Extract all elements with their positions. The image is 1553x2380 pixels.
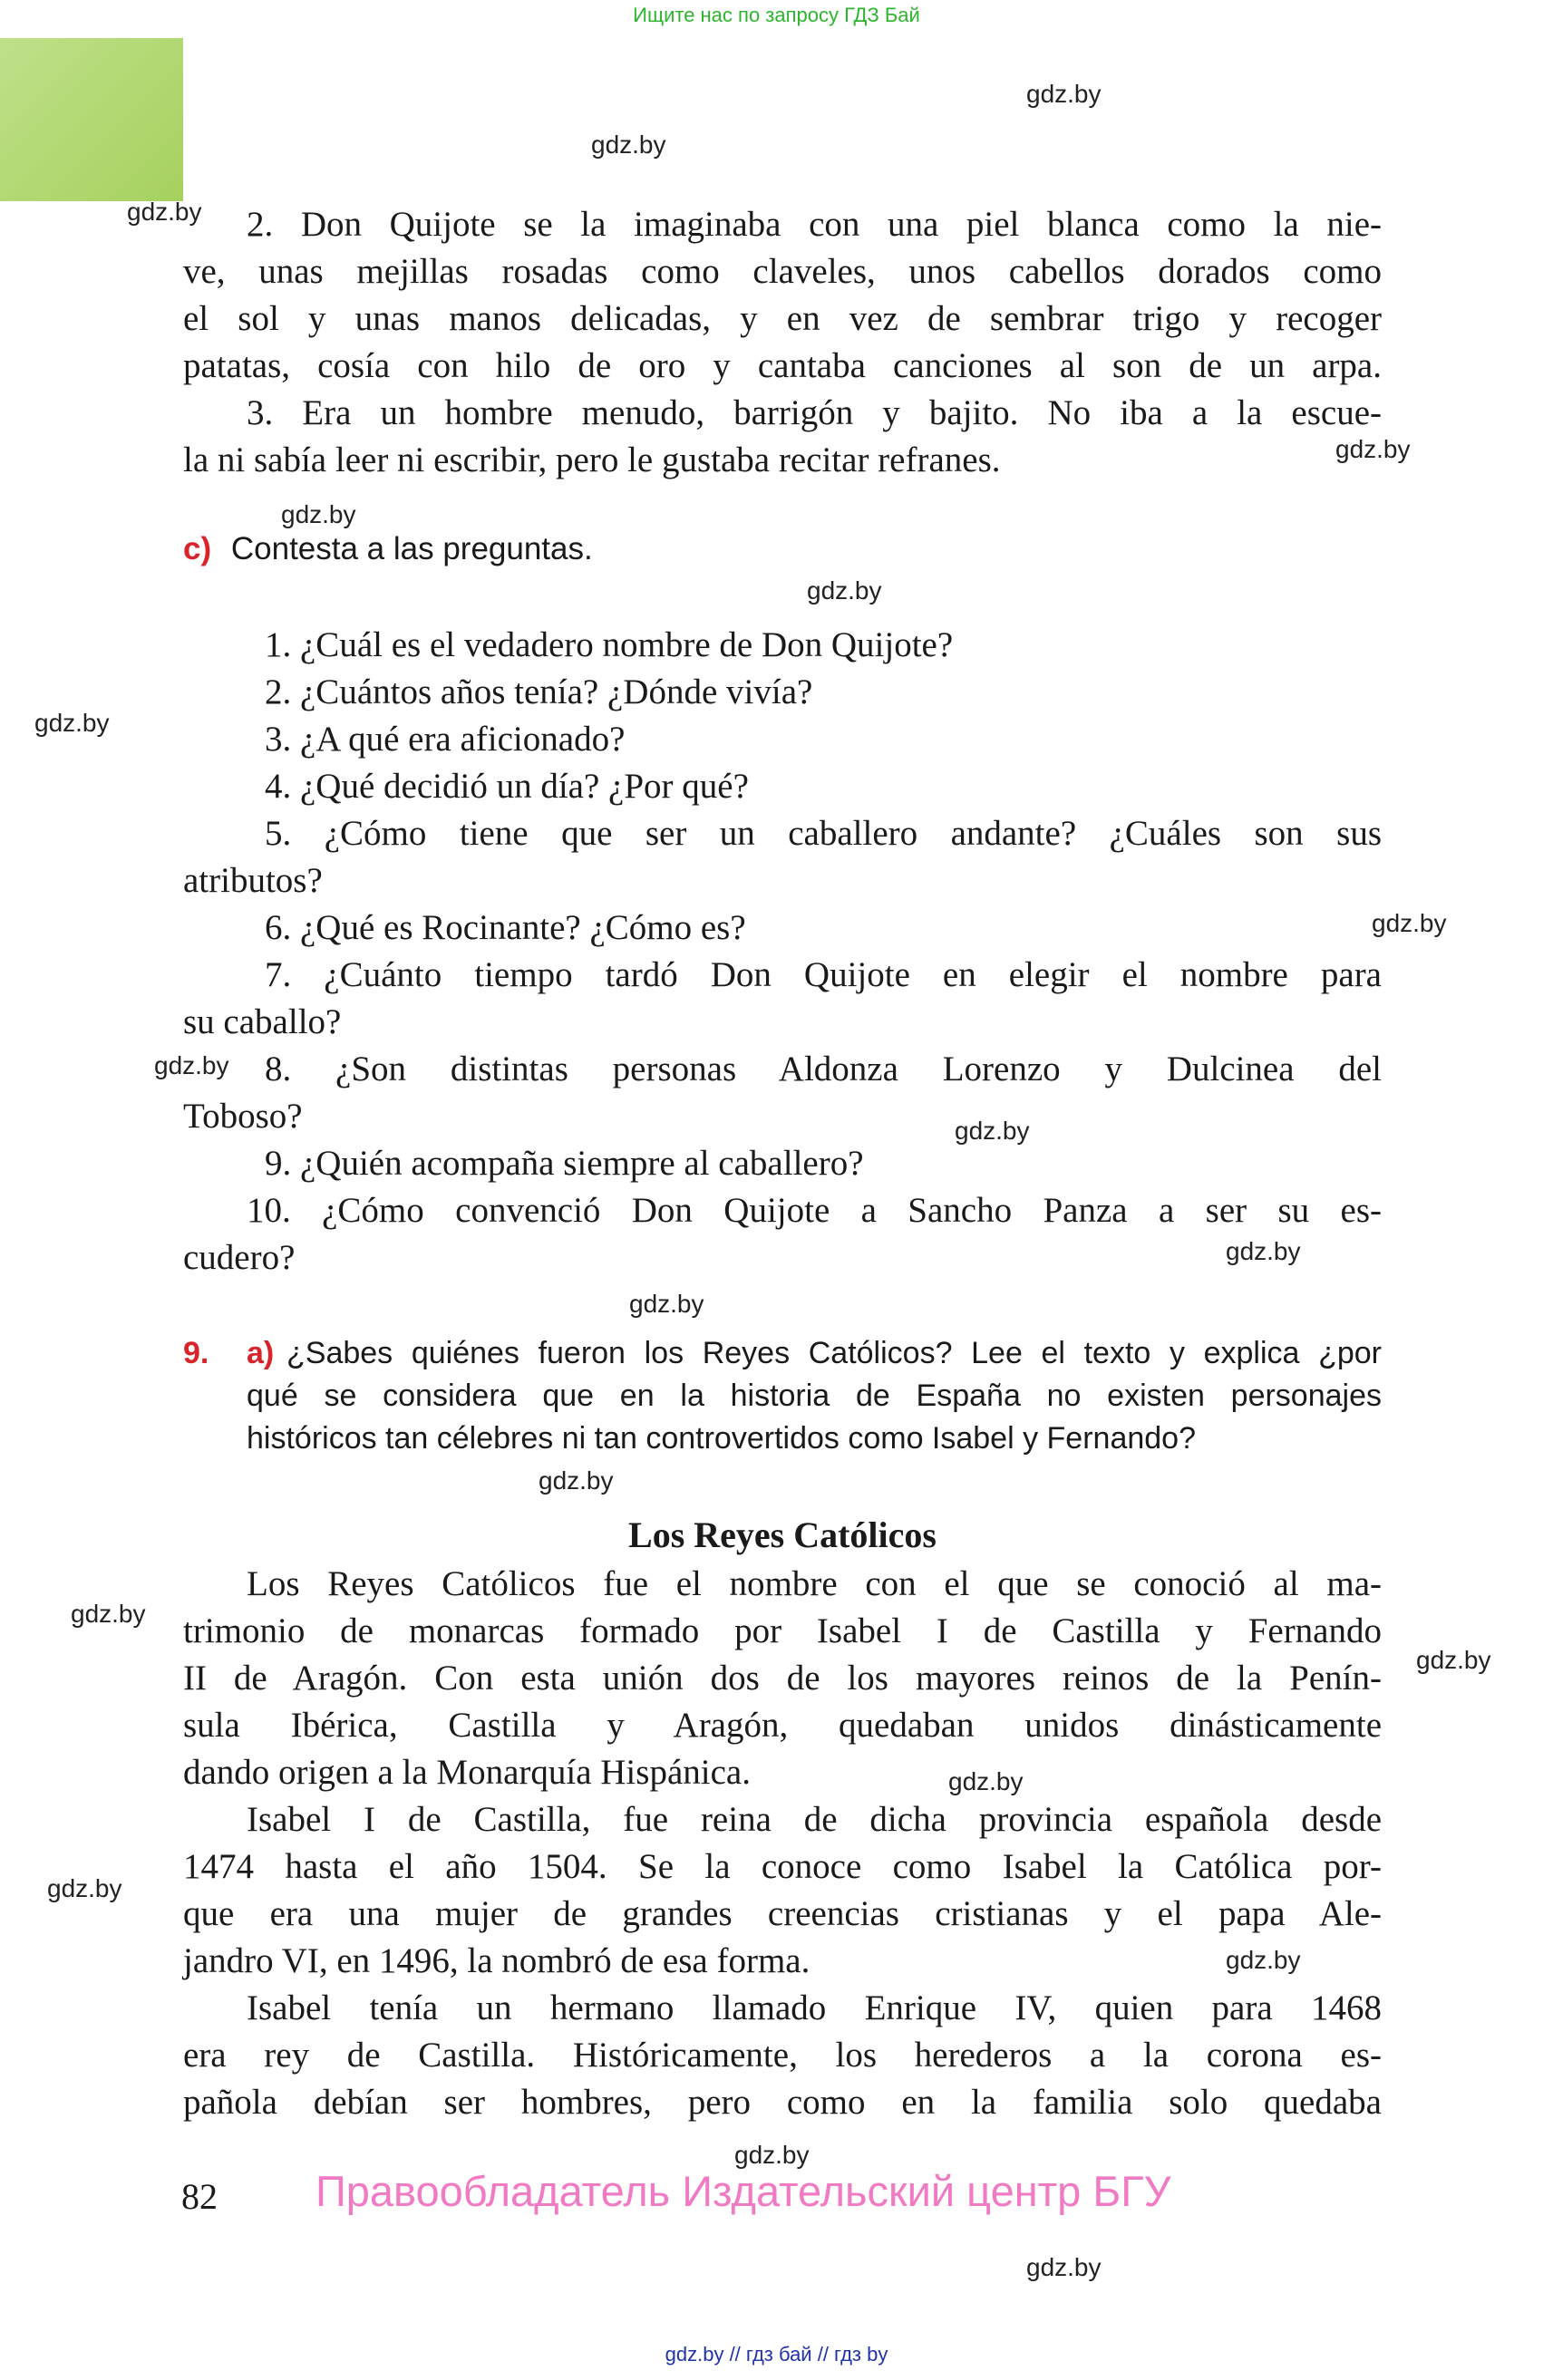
- question-line: cudero?: [183, 1238, 296, 1277]
- answer-line: ve, unas mejillas rosadas como claveles, unos cabellos dorados como: [183, 252, 1382, 291]
- reading-line: dando origen a la Monarquía Hispánica.: [183, 1753, 751, 1792]
- reading-line: Isabel I de Castilla, fue reina de dicha provincia española desde: [247, 1800, 1382, 1839]
- question-line: 8. ¿Son distintas personas Aldonza Lorenzo y Dulcinea del: [265, 1050, 1382, 1088]
- answer-line: 3. Era un hombre menudo, barrigón y bajito. No iba a la escue-: [247, 393, 1382, 432]
- reading-line: Isabel tenía un hermano llamado Enrique IV, quien para 1468: [247, 1988, 1382, 2027]
- question-line: 2. ¿Cuántos años tenía? ¿Dónde vivía?: [265, 672, 813, 711]
- task-number: 9.: [183, 1336, 209, 1370]
- watermark: gdz.by: [1026, 80, 1102, 108]
- task-instruction-line: qué se considera que en la historia de España no existen personajes: [247, 1379, 1382, 1413]
- reading-line: sula Ibérica, Castilla y Aragón, quedaban unidos dinásticamente: [183, 1706, 1382, 1745]
- question-line: Toboso?: [183, 1097, 303, 1136]
- reading-line: Los Reyes Católicos fue el nombre con el que se conoció al ma-: [247, 1564, 1382, 1603]
- watermark: gdz.by: [539, 1466, 614, 1495]
- watermark: gdz.by: [1026, 2253, 1102, 2281]
- section-c-heading: [183, 531, 593, 567]
- reading-line: que era una mujer de grandes creencias cristianas y el papa Ale-: [183, 1894, 1382, 1933]
- question-line: 10. ¿Cómo convenció Don Quijote a Sancho Panza a ser su es-: [247, 1191, 1382, 1230]
- question-line: 9. ¿Quién acompaña siempre al caballero?: [265, 1144, 864, 1183]
- watermark: gdz.by: [1226, 1946, 1301, 1974]
- section-letter: c): [183, 531, 212, 566]
- watermark: gdz.by: [1372, 909, 1447, 937]
- watermark: gdz.by: [127, 198, 202, 226]
- watermark: gdz.by: [1416, 1646, 1491, 1674]
- answer-line: 2. Don Quijote se la imaginaba con una piel blanca como la nie-: [247, 205, 1382, 244]
- page-number: 82: [181, 2176, 218, 2217]
- watermark: gdz.by: [948, 1767, 1024, 1795]
- question-line: atributos?: [183, 861, 323, 900]
- reading-line: era rey de Castilla. Históricamente, los herederos a la corona es-: [183, 2036, 1382, 2075]
- footer-links[interactable]: gdz.by // гдз бай // гдз by: [665, 2343, 888, 2365]
- question-line: su caballo?: [183, 1002, 342, 1041]
- section-instruction: Contesta a las preguntas.: [230, 531, 593, 566]
- watermark: gdz.by: [591, 131, 666, 159]
- question-line: 5. ¿Cómo tiene que ser un caballero andante? ¿Cuáles son sus: [265, 814, 1382, 853]
- watermark: gdz.by: [1226, 1237, 1301, 1265]
- question-line: 1. ¿Cuál es el vedadero nombre de Don Quijote?: [265, 625, 954, 664]
- question-line: 7. ¿Cuánto tiempo tardó Don Quijote en elegir el nombre para: [265, 955, 1382, 994]
- reading-line: jandro VI, en 1496, la nombró de esa forma.: [183, 1941, 810, 1980]
- watermark: gdz.by: [629, 1290, 704, 1318]
- rights-holder-watermark: Правообладатель Издательский центр БГУ: [315, 2167, 1171, 2215]
- watermark: gdz.by: [807, 576, 882, 605]
- reading-title: Los Reyes Católicos: [628, 1514, 937, 1555]
- watermark: gdz.by: [734, 2141, 810, 2169]
- reading-line: pañola debían ser hombres, pero como en la familia solo quedaba: [183, 2083, 1382, 2122]
- answer-line: el sol y unas manos delicadas, y en vez de sembrar trigo y recoger: [183, 299, 1382, 338]
- watermark: gdz.by: [47, 1874, 122, 1902]
- reading-line: trimonio de monarcas formado por Isabel I de Castilla y Fernando: [183, 1611, 1382, 1650]
- reading-line: II de Aragón. Con esta unión dos de los mayores reinos de la Penín-: [183, 1659, 1382, 1698]
- reading-line: 1474 hasta el año 1504. Se la conoce como Isabel la Católica por-: [183, 1847, 1382, 1886]
- task-instruction-line: ¿Sabes quiénes fueron los Reyes Católicos? Lee el texto y explica ¿por: [286, 1336, 1382, 1370]
- watermark: gdz.by: [71, 1600, 146, 1628]
- watermark: gdz.by: [34, 709, 110, 737]
- task-letter: a): [247, 1336, 275, 1370]
- answer-line: patatas, cosía con hilo de oro y cantaba canciones al son de un arpa.: [183, 346, 1382, 385]
- task-instruction-line: históricos tan célebres ni tan controvertidos como Isabel y Fernando?: [247, 1421, 1196, 1456]
- watermark: gdz.by: [154, 1051, 229, 1079]
- green-corner-block: [0, 38, 183, 201]
- watermark: gdz.by: [1335, 435, 1411, 463]
- question-line: 3. ¿A qué era aficionado?: [265, 720, 626, 759]
- question-line: 6. ¿Qué es Rocinante? ¿Cómo es?: [265, 908, 746, 947]
- watermark: gdz.by: [955, 1117, 1030, 1145]
- answer-line: la ni sabía leer ni escribir, pero le gustaba recitar refranes.: [183, 440, 1001, 479]
- watermark: gdz.by: [281, 500, 356, 528]
- top-banner[interactable]: Ищите нас по запросу ГДЗ Бай: [633, 4, 920, 26]
- question-line: 4. ¿Qué decidió un día? ¿Por qué?: [265, 767, 749, 806]
